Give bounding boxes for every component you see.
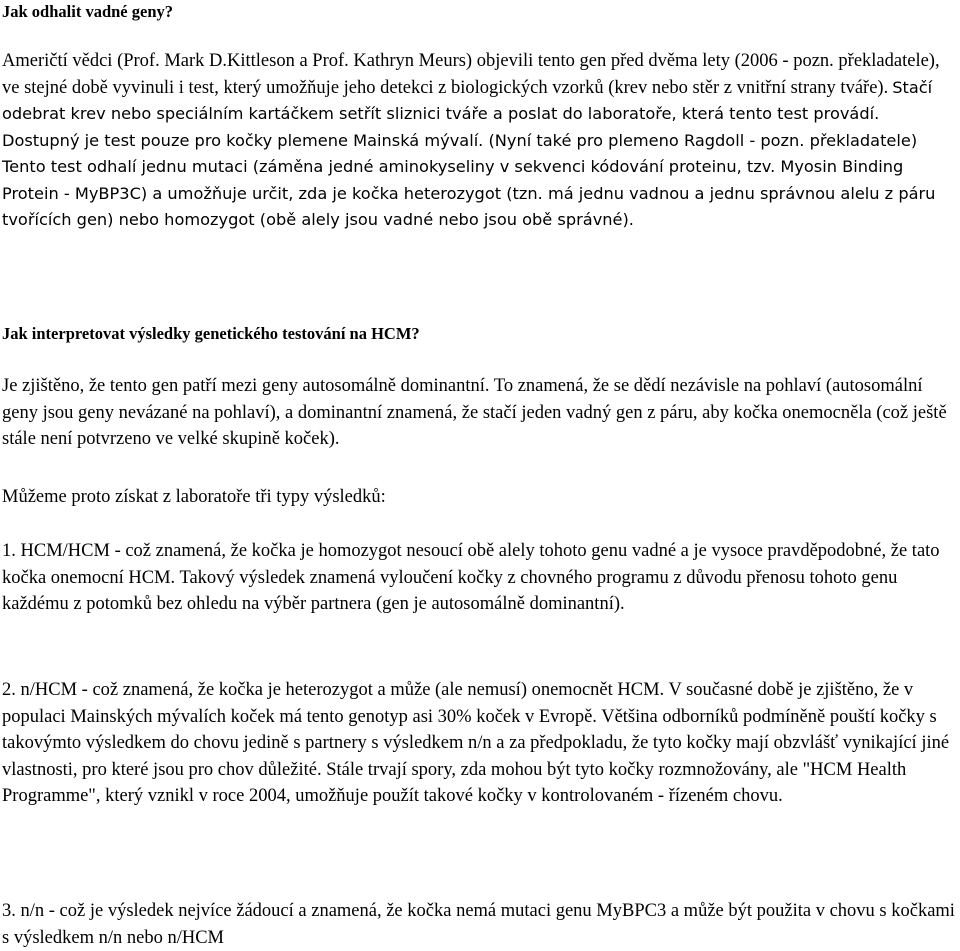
list-item-n-n: 3. n/n - což je výsledek nejvíce žádoucí a znamená, že kočka nemá mutaci genu MyBPC3 a může být použita v chovu s kočkami s výsledkem n/n nebo n/HCM (2, 901, 955, 948)
list-item-n-hcm: 2. n/HCM - což znamená, že kočka je heterozygot a může (ale nemusí) onemocnět HCM. V současné době je zjištěno, že v populaci Mainských mývalích koček má tento genotyp asi 30% koček v Evropě. Většina odborníků podmíněně pouští kočky s takovýmto výsledkem do chovu jedině s partnery s výsledkem n/n a za předpokladu, že tyto kočky mají obzvlášť vynikající jiné vlastnosti, pro které jsou pro chov důležité. Stále trvají spory, zda mohou být tyto kočky rozmnožovány, ale "HCM Health Programme", který vznikl v roce 2004, umožňuje použít takové kočky v kontrolovaném - řízeném chovu. (2, 680, 950, 806)
list-item-hcm-hcm: 1. HCM/HCM - což znamená, že kočka je homozygot nesoucí obě alely tohoto genu vadné a je vysoce pravděpodobné, že tato kočka onemocní HCM. Takový výsledek znamená vyloučení kočky z chovného programu z důvodu přenosu tohoto genu každému z potomků bez ohledu na výběr partnera (gen je autosomálně dominantní). (2, 541, 940, 614)
heading-interpret-results: Jak interpretovat výsledky genetického testování na HCM? (2, 324, 420, 343)
paragraph-result-types: Můžeme proto získat z laboratoře tři typy výsledků: (2, 487, 386, 507)
paragraph-intro (2, 48, 958, 234)
paragraph-intro-serif: Američtí vědci (Prof. Mark D.Kittleson a Prof. Kathryn Meurs) objevili tento gen před dvěma lety (2006 - pozn. překladatele), ve stejné době vyvinuli i test, který umožňuje jeho detekci z biologických vzorků (krev nebo stěr z vnitřní strany tváře). (2, 51, 940, 98)
paragraph-intro-sans: Stačí odebrat krev nebo speciálním kartáčkem setřít sliznici tváře a poslat do laboratoře, která tento test provádí. Dostupný je test pouze pro kočky plemene Mainská mývalí. (Nyní také pro plemeno Ragdoll - pozn. překladatele) Tento test odhalí jednu mutaci (záměna jedné aminokyseliny v sekvenci kódování proteinu, tzv. Myosin Binding Protein - MyBP3C) a umožňuje určit, zda je kočka heterozygot (tzn. má jednu vadnou a jednu správnou alelu z páru tvořících gen) nebo homozygot (obě alely jsou vadné nebo jsou obě správné). (2, 77, 936, 229)
heading-detect-genes: Jak odhalit vadné geny? (2, 2, 173, 21)
paragraph-autosomal: Je zjištěno, že tento gen patří mezi geny autosomálně dominantní. To znamená, že se dědí nezávisle na pohlaví (autosomální geny jsou geny nevázané na pohlaví), a dominantní znamená, že stačí jeden vadný gen z páru, aby kočka onemocněla (což ještě stále není potvrzeno ve velké skupině koček). (2, 376, 947, 449)
